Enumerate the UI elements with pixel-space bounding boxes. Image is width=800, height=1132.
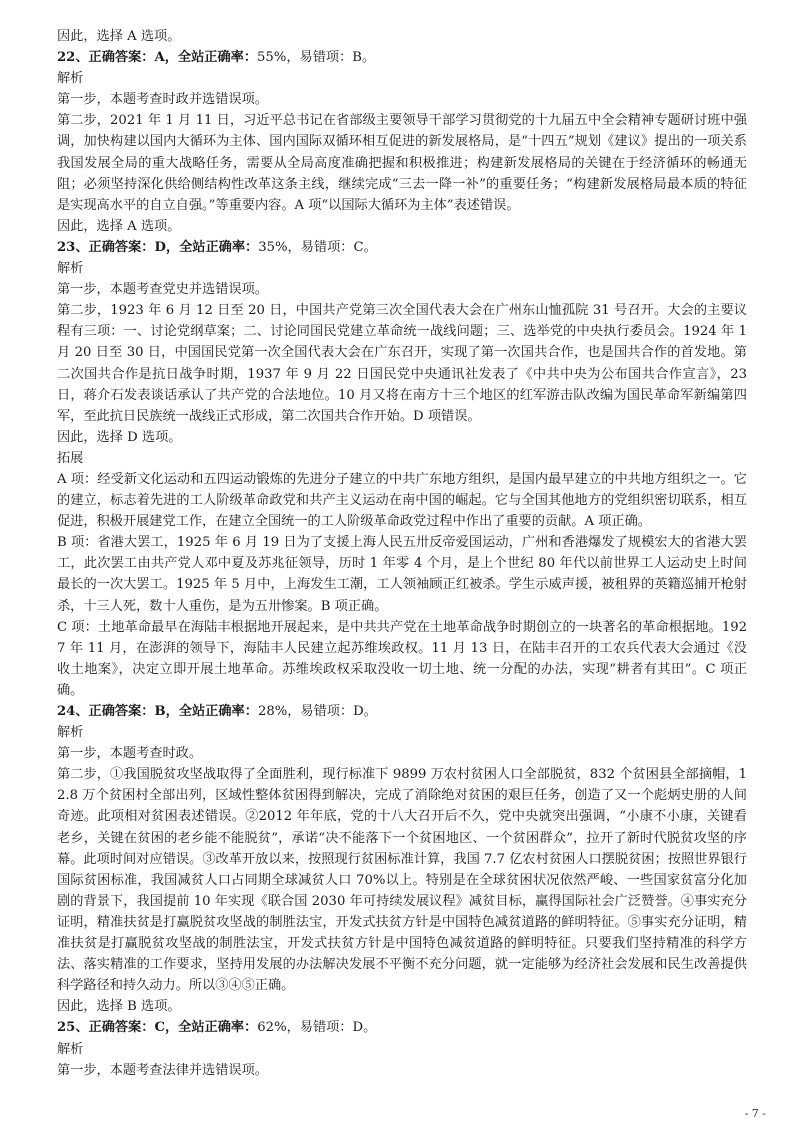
answer-line <box>57 1017 747 1038</box>
document-page <box>57 26 747 1081</box>
text-line: 解析 <box>57 71 84 87</box>
paragraph: 第二步，1923 年 6 月 12 日至 20 日，中国共产党第三次全国代表大会在广州东山恤孤院 31 号召开。大会的主要议程有三项：一、讨论党纲草案；二、讨论同国民党建立革命统一战线问题；三、选举党的中央执行委员会。1924 年 1 月 20 日至 30 日，中国国民党第一次全国代表大会在广东召开，实现了第一次国共合作，也是国共合作的首发地。第二次国共合作是抗日战争时期，1937 年 9 月 22 日国民党中央通讯社发表了《中共中央为公布国共合作宣言》，23 日，蒋介石发表谈话承认了共产党的合法地位。10 月又将在南方十三个地区的红军游击队改编为国民革命军新编第四军，至此抗日民族统一战线正式形成，第二次国共合作开始。D 项错误。 <box>57 303 747 424</box>
text-line: 第一步，本题考查时政。 <box>57 746 203 762</box>
answer-label: 22、正确答案：A，全站正确率： <box>57 50 258 66</box>
answer-label: 23、正确答案：D，全站正确率： <box>57 239 259 255</box>
text-line: 因此，选择 A 选项。 <box>57 29 181 44</box>
paragraph: 第二步，①我国脱贫攻坚战取得了全面胜利，现行标准下 9899 万农村贫困人口全部脱贫，832 个贫困县全部摘帽，12.8 万个贫困村全部出列，区域性整体贫困得到解决，完成了消除绝对贫困的艰巨任务，创造了又一个彪炳史册的人间奇迹。此项相对贫困表述错误。②2012 年年底，党的十八大召开后不久，党中央就突出强调，“小康不小康，关键看老乡，关键在贫困的老乡能不能脱贫”，承诺“决不能落下一个贫困地区、一个贫困群众”，拉开了新时代脱贫攻坚的序幕。此项时间对应错误。③改革开放以来，按照现行贫困标准计算，我国 7.7 亿农村贫困人口摆脱贫困；按照世界银行国际贫困标准，我国减贫人口占同期全球减贫人口 70%以上。特别是在全球贫困状况依然严峻、一些国家贫富分化加剧的背景下，我国提前 10 年实现《联合国 2030 年可持续发展议程》减贫目标，赢得国际社会广泛赞誉。④事实充分证明，精准扶贫是打赢脱贫攻坚战的制胜法宝，开发式扶贫方针是中国特色减贫道路的鲜明特征。⑤事实充分证明，精准扶贫是打赢脱贫攻坚战的制胜法宝，开发式扶贫方针是中国特色减贫道路的鲜明特征。只要我们坚持精准的科学方法、落实精准的工作要求，坚持用发展的办法解决发展不平衡不充分问题，就一定能够为经济社会发展和民生改善提供科学路径和持久动力。所以③④⑤正确。 <box>57 767 747 994</box>
text-line: 第一步，本题考查时政并选错误项。 <box>57 92 268 108</box>
text-line: 解析 <box>57 725 84 741</box>
answer-label: 24、正确答案：B，全站正确率： <box>57 704 258 719</box>
text-line: 解析 <box>57 261 84 277</box>
paragraph: B 项：省港大罢工，1925 年 6 月 19 日为了支援上海人民五卅反帝爱国运动，广州和香港爆发了规模宏大的省港大罢工，此次罢工由共产党人邓中夏及苏兆征领导，历时 1 年零 4 个月，是上个世纪 80 年代以前世界工人运动史上时间最长的一次大罢工。1925 年 5 月中，上海发生工潮，工人领袖顾正红被杀。学生示威声援，被租界的英籍巡捕开枪射杀，十三人死，数十人重伤，是为五卅惨案。B 项正确。 <box>57 535 747 614</box>
text-line: 第一步，本题考查法律并选错误项。 <box>57 1062 268 1078</box>
text-line: 解析 <box>57 1041 84 1057</box>
text-line: 第一步，本题考查党史并选错误项。 <box>57 282 268 298</box>
answer-line <box>57 237 747 258</box>
text-line: 因此，选择 A 选项。 <box>57 218 181 234</box>
answer-stats: 35%，易错项：C。 <box>258 239 377 255</box>
answer-stats: 62%，易错项：D。 <box>257 1020 377 1036</box>
answer-line <box>57 701 747 722</box>
page-number: - 7 - <box>744 1107 766 1120</box>
text-line: 因此，选择 D 选项。 <box>57 429 182 445</box>
answer-stats: 55%，易错项：B。 <box>257 50 376 66</box>
text-line: 拓展 <box>57 450 84 466</box>
paragraph: 第二步，2021 年 1 月 11 日，习近平总书记在省部级主要领导干部学习贯彻党的十九届五中全会精神专题研讨班中强调，加快构建以国内大循环为主体、国内国际双循环相互促进的新发展格局，是“十四五”规划《建议》提出的一项关系我国发展全局的重大战略任务，需要从全局高度准确把握和积极推进；构建新发展格局的关键在于经济循环的畅通无阻；必须坚持深化供给侧结构性改革这条主线，继续完成“三去一降一补”的重要任务；“构建新发展格局最本质的特征是实现高水平的自立自强。”等重要内容。A 项“以国际大循环为主体”表述错误。 <box>57 113 747 213</box>
text-line: 因此，选择 B 选项。 <box>57 999 181 1015</box>
answer-stats: 28%，易错项：D。 <box>257 704 377 719</box>
answer-line <box>57 47 747 68</box>
paragraph: C 项：土地革命最早在海陆丰根据地开展起来，是中共共产党在土地革命战争时期创立的一块著名的革命根据地。1927 年 11 月，在澎湃的领导下，海陆丰人民建立起苏维埃政权。11 月 13 日，在陆丰召开的工农兵代表大会通过《没收土地案》，决定立即开展土地革命。苏维埃政权采取没收一切土地、统一分配的办法，实现“耕者有其田”。C 项正确。 <box>57 619 747 698</box>
answer-label: 25、正确答案：C，全站正确率： <box>57 1020 258 1036</box>
paragraph: A 项：经受新文化运动和五四运动锻炼的先进分子建立的中共广东地方组织，是国内最早建立的中共地方组织之一。它的建立，标志着先进的工人阶级革命政党和共产主义运动在南中国的崛起。它与全国其他地方的党组织密切联系，相互促进，积极开展建党工作，在建立全国统一的工人阶级革命政党过程中作出了重要的贡献。A 项正确。 <box>57 471 747 530</box>
